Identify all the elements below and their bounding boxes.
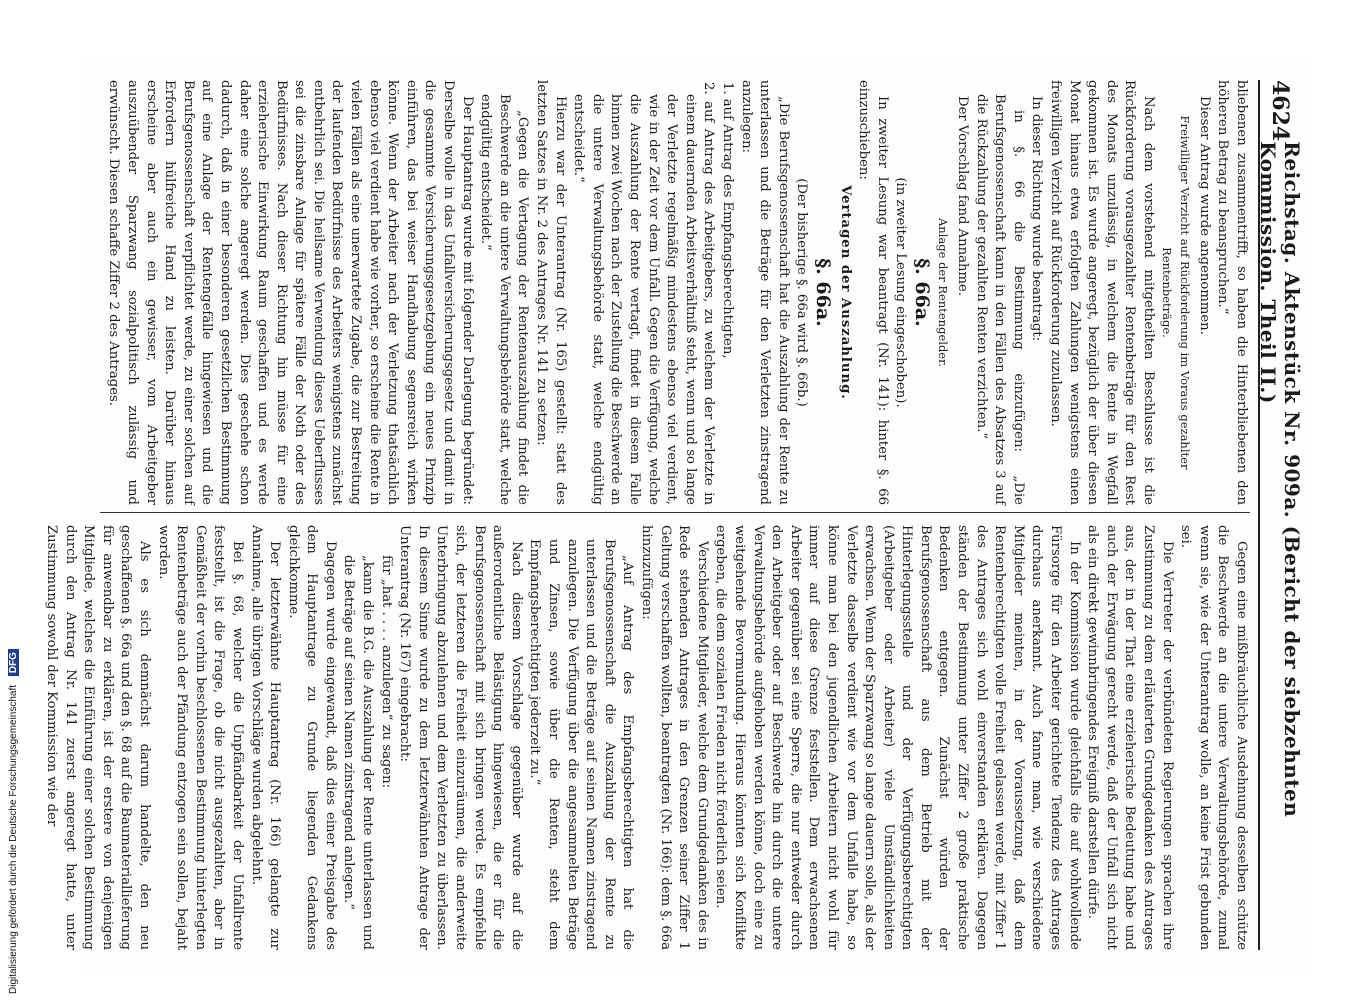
paragraph: Der Vorschlag fand Annahme.: [955, 96, 971, 297]
paragraph: Anlage der Rentengelder.: [936, 218, 951, 367]
paragraph: Freiwilliger Verzicht auf Rückforderung im Voraus gezahlter Rentenbeträge.: [1159, 115, 1193, 470]
paragraph: §. 66a.: [811, 258, 834, 327]
paragraph: 1. auf Antrag des Empfangsberechtigten,: [719, 82, 735, 359]
paragraph: In dieser Richtung wurde beantragt:: [1029, 96, 1045, 342]
right-column: [44, 525, 1250, 950]
footer-credit: [8, 4, 22, 994]
paragraph: Die Vertreter der verbündeten Regierungen sprachen ihre Zustimmung zu dem erläuterten Grundgedanken des Antrages aus, der in der That eine erzieherische Bedeutung habe und auch der Erwägung gerecht werde, daß der Unfall sich nicht als ein direkt gewinnbringendes Ereigniß darstellen dürfe.: [1085, 525, 1175, 950]
paragraph: Verschiedene Mitglieder, welche dem Grundgedanken des in Rede stehenden Antrages in den Grenzen seiner Ziffer 1 Geltung verschaffen wollten, beantragten (Nr. 166): dem §. 66a hinzuzufügen:: [639, 525, 710, 950]
digitization-credit: Digitalisierung gefördert durch die Deutsche Forschungsgemeinschaft: [8, 684, 19, 994]
paragraph: Gegen eine mißbräuchliche Ausdehnung desselben schütze die Beschwerde an die untere Verwaltungsbehörde, zumal wenn sie, wie der Unterantrag wolle, an keine Frist gebunden sei.: [1178, 525, 1249, 950]
paragraph: bliebenen zusammentrifft, so haben die Hinterbliebenen den höheren Betrag zu beanspruchen.“: [1215, 80, 1249, 505]
paragraph: Nach dem vorstehend mitgetheilten Beschlusse ist die Rückforderung vorausgezahlter Rentenbeträge für den Rest des Monats unzulässig, in welchem die Rente in Wegfall gekommen ist. Es wurde angeregt, bezüglich der über diesen Monat hinaus etwa erfolgten Zahlungen wenigstens einen freiwilligen Verzicht auf Rückforderung zuzulassen.: [1048, 80, 1157, 505]
paragraph: Nach diesem Vorschlage gegenüber wurde auf die außerordentliche Belästigung hingewiesen, die er für die Berufsgenossenschaft mit sich bringen werde. Es empfehle sich, der letzteren die Freiheit einzuräumen, die anderweite Unterbringung abzulehnen und dem Verletzten zu überlassen. In diesem Sinne wurde zu dem letzterwähnten Antrage der Unterantrag (Nr. 167) eingebracht:: [397, 525, 524, 950]
dfg-logo: DFG: [8, 649, 19, 676]
paragraph: Hierzu war der Unterantrag (Nr. 165) gestellt: statt des letzten Satzes in Nr. 2 des Antrages Nr. 141 zu setzen:: [534, 80, 568, 505]
page-number: 4624: [1267, 80, 1293, 142]
paragraph: 2. auf Antrag des Arbeitgebers, zu welchem der Verletzte in einem dauernden Arbeitsverhältniß steht, wenn und so lange der Verletzte regelmäßig mindestens ebenso viel verdient, wie in der Zeit vor dem Unfall. Gegen die Verfügung, welche die Auszahlung der Rente vertagt, findet in diesem Falle binnen zwei Wochen nach der Zustellung die Beschwerde an die untere Verwaltungsbehörde statt, welche endgültig entscheidet.“: [571, 82, 717, 505]
paragraph: „Gegen die Vertagung der Rentenauszahlung findet die Beschwerde an die untere Verwaltungsbehörde statt, welche endgültig entscheidet.“: [478, 94, 531, 505]
left-column: [100, 80, 1250, 505]
paragraph: für „hat . . . . anzulegen“ zu sagen:: [378, 555, 394, 789]
rotated-page-content: [44, 60, 1310, 970]
paragraph: (Der bisherige §. 66a wird §. 66b.): [794, 178, 810, 407]
paragraph: Bei §. 68, welcher die Unpfändbarkeit der Unfallrente feststellt, ist die Frage, ob die nicht ausgezahlten, aber in Gemäßheit der vorhin beschlossenen Bestimmung hinterlegten Rentenbeträge auch der Pfändung entzogen sein sollen, bejaht worden.: [155, 525, 245, 950]
paragraph: §. 66a.: [910, 258, 933, 327]
paragraph: Der letzterwähnte Hauptantrag (Nr. 166) gelangte zur Annahme, alle übrigen Vorschläge wurden abgelehnt.: [248, 525, 283, 950]
paragraph: Vertagen der Auszahlung.: [837, 185, 853, 400]
paragraph: Dagegen wurde eingewandt, daß dies einer Preisgabe des dem Hauptantrage zu Grunde liegenden Gedankens gleichkomme.: [285, 525, 338, 950]
paragraph: In der Kommission wurde gleichfalls die auf wohlwollende Fürsorge für den Arbeiter gerichtete Tendenz des Antrages durchaus anerkannt. Auch fanne man, wie verschiedene Mitglieder meinten, in der Voraussetzung, daß dem Rentenberechtigten volle Freiheit gelassen werde, mit Ziffer 1 des Antrages sich wohl einverstanden erklären. Dagegen ständen der Bestimmung unter Ziffer 2 große praktische Bedenken entgegen. Zunächst würden der Berufsgenossenschaft aus dem Betrieb mit der Hinterlegungsstelle und der Verfügungsberechtigten (Arbeitgeber oder Arbeiter) viele Umständlichkeiten erwachsen. Wenn der Sparzwang so lange dauern solle, als der Verletzte dasselbe verdient wie vor dem Unfalle habe, so könne man bei den jugendlichen Arbeitern nicht wohl für immer auf diese Grenze feststellen. Dem erwachsenen Arbeiter gegenüber sei eine Sperre, die nur entweder durch den Arbeitgeber oder auf Beschwerde hin durch die untere Verwaltungsbehörde aufgehoben werden könne, doch eine zu weitgehende Bevormundung. Hieraus könnten sich Konflikte ergeben, die dem sozialen Frieden nicht förderlich seien.: [713, 525, 1082, 950]
paragraph: „kann die B.G. die Auszahlung der Rente unterlassen und die Beträge auf seinen Namen zinstragend anlegen.“: [341, 555, 376, 950]
column-divider: [100, 512, 1250, 513]
paragraph: in §. 66 die Bestimmung einzufügen: „Die Berufsgenossenschaft kann in den Fällen des Absatzes 3 auf die Rückzahlung der gezahlten Renten verzichten.“: [973, 94, 1026, 505]
page-title: Reichstag. Aktenstück Nr. 909a. (Bericht der siebzehnten Kommission. Theil II.): [1256, 141, 1304, 818]
page-header: [1256, 80, 1304, 950]
paragraph: Der Hauptantrag wurde mit folgender Darlegung begründet: Derselbe wolle in das Unfallversicherungsgesetz und damit in die gesammte Versicherungsgesetzgebung ein neues Prinzip einführen, das bei weiser Handhabung segensreich wirken könne. Wenn der Arbeiter nach der Verletzung thatsächlich ebenso viel verdient habe wie vorher, so erscheine die Rente in vielen Fällen als eine unerwartete Zugabe, die zur Bestreitung der laufenden Bedürfnisse des Arbeiters wenigstens zunächst entbehrlich sei. Die heilsame Verwendung dieses Ueberflusses sei die zinsbare Anlage für spätere Fälle der Noth oder des Bedürfnisses. Nach dieser Richtung hin müsse für eine erzieherische Einwirkung Raum geschaffen und es werde daher eine solche angeregt werden. Dies geschehe schon dadurch, daß in einer besonderen gesetzlichen Bestimmung auf eine Anlage der Rentengefälle hingewiesen und die Berufsgenossenschaft verpflichtet werde, zu einer solchen auf Erfordern hülfreiche Hand zu leisten. Darüber hinaus erscheine aber auch ein gewisser, vom Arbeitgeber auszuübender Sparzwang sozialpolitisch zulässig und erwünscht. Diesen schaffe Ziffer 2 des Antrages.: [106, 80, 475, 505]
paragraph: (in zweiter Lesung eingeschoben).: [893, 177, 909, 408]
scanned-page: [44, 60, 1310, 970]
paragraph: Als es sich demnächst darum handelte, den neu geschaffenen §. 66a und den §. 68 auf die Baumateriallieferung für anwendbar zu erklären, ist der erstere von denjenigen Mitgliede, welches die Einführung einer solchen Bestimmung durch den Antrag Nr. 141 zuerst angeregt hatte, unter Zustimmung sowohl der Kommission wie der: [44, 525, 152, 950]
paragraph: „Die Berufsgenossenschaft hat die Auszahlung der Rente zu unterlassen und die Beträge für den Verletzten zinstragend anzulegen:: [738, 80, 791, 505]
paragraph: Dieser Antrag wurde angenommen.: [1196, 96, 1212, 335]
paragraph: In zweiter Lesung war beantragt (Nr. 141): hinter §. 66 einzuschieben:: [856, 80, 890, 505]
paragraph: „Auf Antrag des Empfangsberechtigten hat die Berufsgenossenschaft die Auszahlung der Rente zu unterlassen und die Beträge auf seinen Namen zinstragend anzulegen. Die Verfügung über die angesammelten Beträge und Zinsen, sowie über die Renten, steht dem Empfangsberechtigten jederzeit zu.“: [527, 539, 636, 950]
